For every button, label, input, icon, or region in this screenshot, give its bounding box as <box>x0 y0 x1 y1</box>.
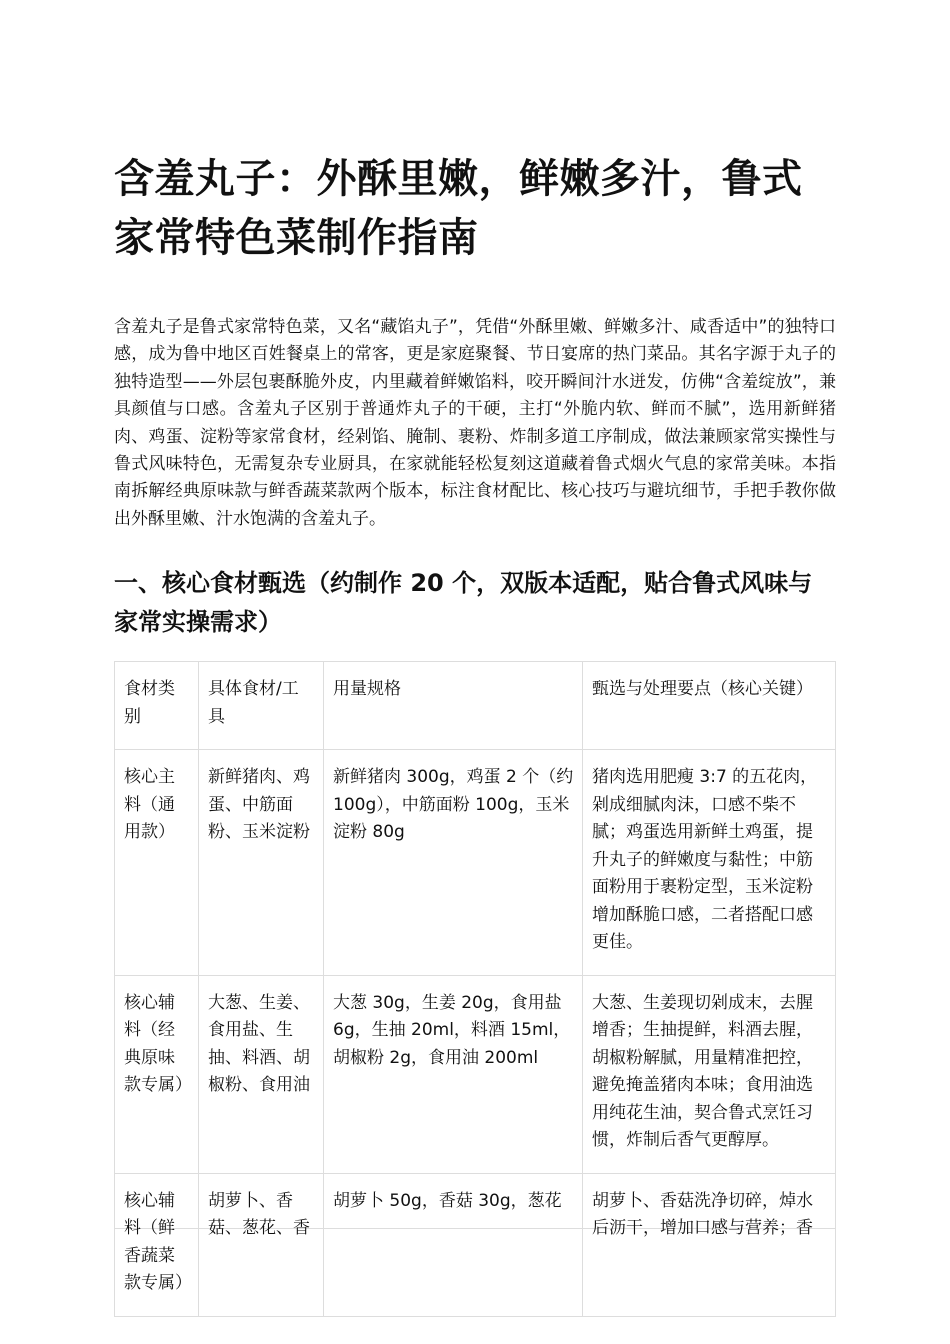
table-header-cell: 用量规格 <box>324 662 583 750</box>
table-header-cell: 食材类别 <box>115 662 199 750</box>
table-cell: 核心主料（通用款） <box>115 750 199 976</box>
table-cell: 大葱、生姜现切剁成末，去腥增香；生抽提鲜，料酒去腥，胡椒粉解腻，用量精准把控，避免掩盖猪肉本味；食用油选用纯花生油，契合鲁式烹饪习惯，炸制后香气更醇厚。 <box>583 975 836 1173</box>
table-cell: 胡萝卜、香菇洗净切碎，焯水后沥干，增加口感与营养；香 <box>583 1173 836 1316</box>
table-cell: 胡萝卜、香菇、葱花、香 <box>199 1173 324 1316</box>
table-cell: 新鲜猪肉 300g，鸡蛋 2 个（约 100g），中筋面粉 100g，玉米淀粉 80g <box>324 750 583 976</box>
table-row <box>115 750 836 976</box>
document-page <box>114 150 836 642</box>
table-cell: 大葱、生姜、食用盐、生抽、料酒、胡椒粉、食用油 <box>199 975 324 1173</box>
table-header-cell: 具体食材/工具 <box>199 662 324 750</box>
page-title: 含羞丸子：外酥里嫩，鲜嫩多汁，鲁式家常特色菜制作指南 <box>114 156 803 261</box>
intro-paragraph: 含羞丸子是鲁式家常特色菜，又名“藏馅丸子”，凭借“外酥里嫩、鲜嫩多汁、咸香适中”的独特口感，成为鲁中地区百姓餐桌上的常客，更是家庭聚餐、节日宴席的热门菜品。其名字源于丸子的独特造型——外层包裹酥脆外皮，内里藏着鲜嫩馅料，咬开瞬间汁水迸发，仿佛“含羞绽放”，兼具颜值与口感。含羞丸子区别于普通炸丸子的干硬，主打“外脆内软、鲜而不腻”，选用新鲜猪肉、鸡蛋、淀粉等家常食材，经剁馅、腌制、裹粉、炸制多道工序制成，做法兼顾家常实操性与鲁式风味特色，无需复杂专业厨具，在家就能轻松复刻这道藏着鲁式烟火气息的家常美味。本指南拆解经典原味款与鲜香蔬菜款两个版本，标注食材配比、核心技巧与避坑细节，手把手教你做出外酥里嫩、汁水饱满的含羞丸子。 <box>114 317 836 529</box>
table-cell: 新鲜猪肉、鸡蛋、中筋面粉、玉米淀粉 <box>199 750 324 976</box>
section-heading-ingredients: 一、核心食材甄选（约制作 20 个，双版本适配，贴合鲁式风味与家常实操需求） <box>114 569 813 637</box>
table-header-row <box>115 662 836 750</box>
table-cell: 核心辅料（经典原味款专属） <box>115 975 199 1173</box>
ingredients-table-container <box>114 661 836 1293</box>
table-header-cell: 甄选与处理要点（核心关键） <box>583 662 836 750</box>
ingredients-table <box>114 661 836 1317</box>
table-cell: 大葱 30g，生姜 20g，食用盐 6g，生抽 20ml，料酒 15ml，胡椒粉 2g，食用油 200ml <box>324 975 583 1173</box>
table-cell: 胡萝卜 50g，香菇 30g，葱花 <box>324 1173 583 1316</box>
table-cell: 核心辅料（鲜香蔬菜款专属） <box>115 1173 199 1316</box>
table-cell: 猪肉选用肥瘦 3:7 的五花肉，剁成细腻肉沫，口感不柴不腻；鸡蛋选用新鲜土鸡蛋，提升丸子的鲜嫩度与黏性；中筋面粉用于裹粉定型，玉米淀粉增加酥脆口感，二者搭配口感更佳。 <box>583 750 836 976</box>
table-row <box>115 1173 836 1316</box>
table-row <box>115 975 836 1173</box>
